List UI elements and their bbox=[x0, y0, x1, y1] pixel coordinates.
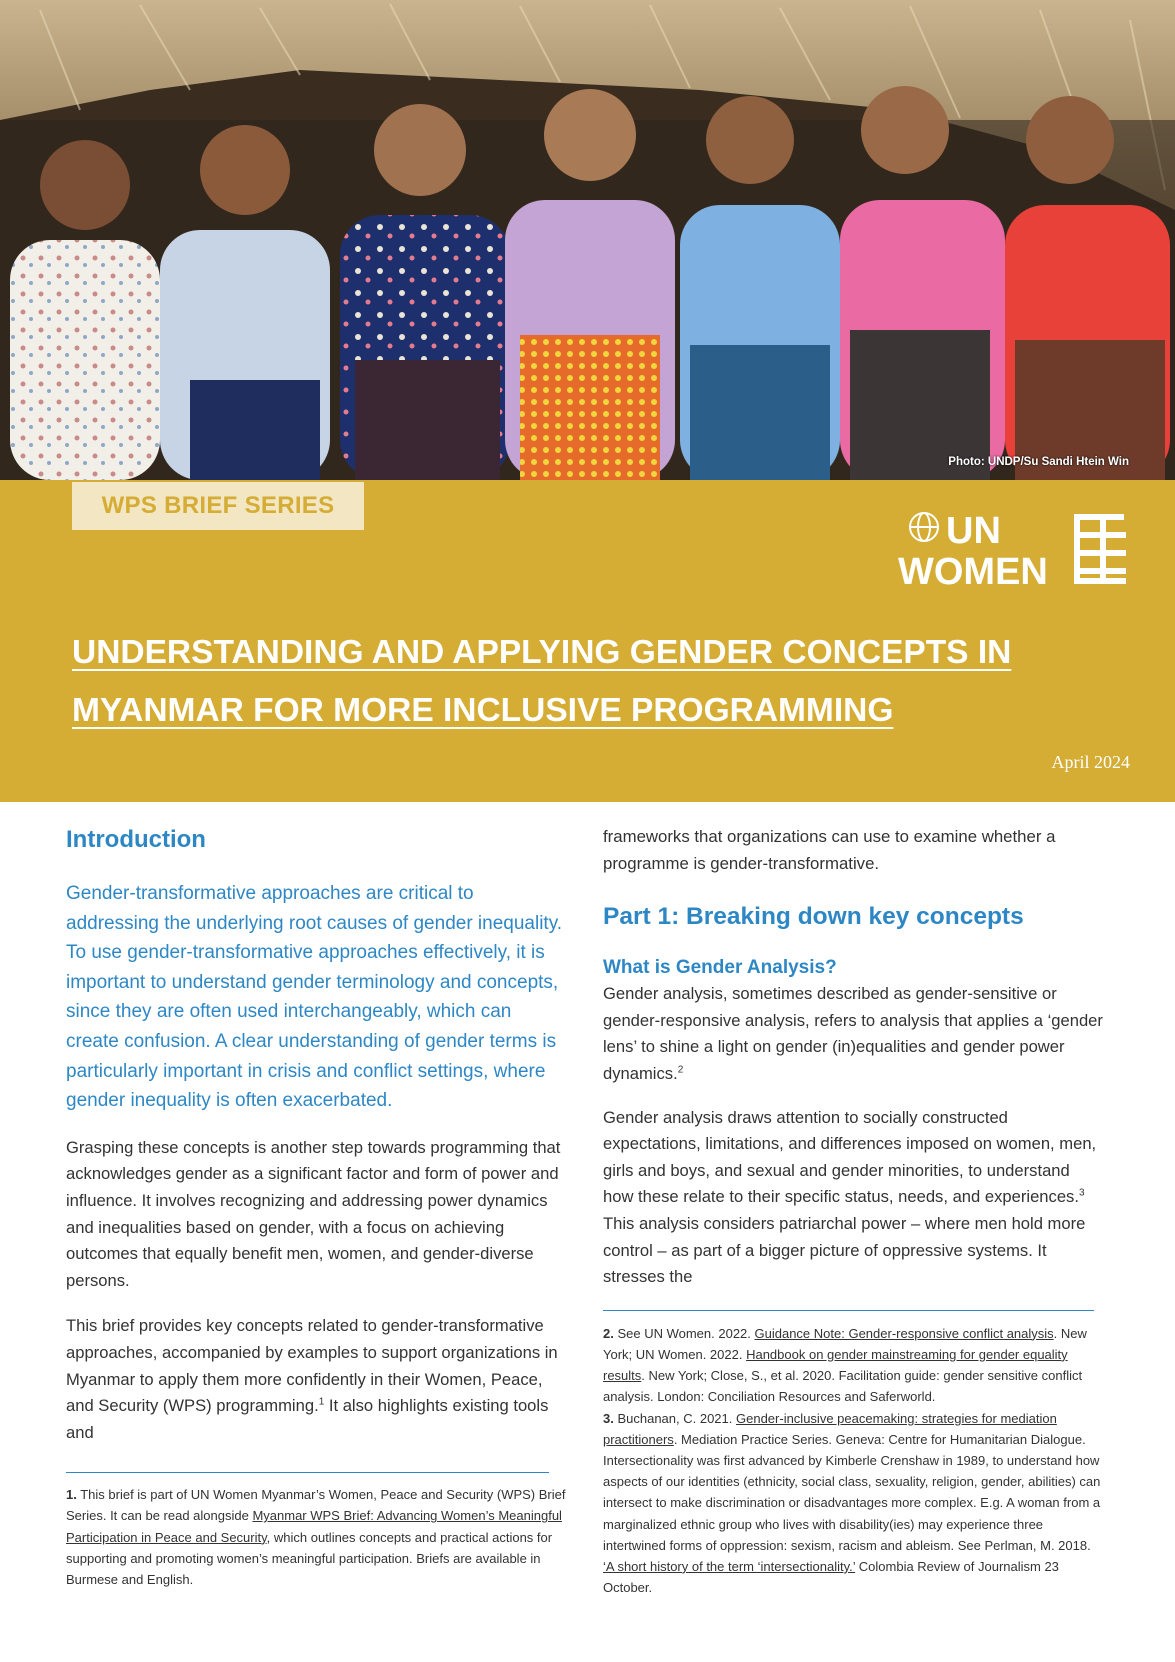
footnote-3-number: 3. bbox=[603, 1410, 614, 1426]
gender-analysis-heading: What is Gender Analysis? bbox=[603, 957, 837, 979]
footnote-1-text: This brief is part of UN Women Myanmar’s Women, Peace and Security (WPS) Brief Series. It can be read alongside bbox=[66, 1487, 566, 1524]
gender-analysis-paragraph-1 bbox=[603, 981, 1103, 1087]
footnote-ref-3[interactable]: 3 bbox=[1078, 1187, 1085, 1199]
un-women-logo bbox=[898, 510, 1138, 590]
footnote-2-tail: . New York; Close, S., et al. 2020. Facilitation guide: gender sensitive conflict analysis. London: Conciliation Resources and Saferworld. bbox=[603, 1368, 1083, 1405]
title-band bbox=[0, 480, 1175, 802]
footnote-1-tail: , which outlines concepts and practical actions for supporting and promoting women’s meaningful participation. Briefs are available in Burmese and English. bbox=[66, 1529, 553, 1588]
footnote-1-number: 1. bbox=[66, 1487, 77, 1503]
footnote-2-link-2[interactable]: Handbook on gender mainstreaming for gender equality results bbox=[603, 1346, 1068, 1384]
series-tag: WPS BRIEF SERIES bbox=[72, 482, 364, 530]
introduction-paragraph-2-tail: It also highlights existing tools and bbox=[66, 1396, 549, 1442]
footnote-3-mid: . Mediation Practice Series. Geneva: Centre for Humanitarian Dialogue. Intersectionality was first advanced by Kimberle Crenshaw in 1989, to understand how aspects of our identities (ethnicity, social class, sexuality, religion, gender, abilities) can intersect to make discrimination or disadvantages more complex. E.g. A woman from a marginalized ethnic group who lives with disability(ies) may experience three intertwined forms of oppression: sexism, racism and ableism. See Perlman, M. 2018. bbox=[603, 1431, 1101, 1553]
footnote-3 bbox=[603, 1408, 1103, 1599]
gender-analysis-paragraph-1-text: Gender analysis, sometimes described as gender-sensitive or gender-responsive analysis, refers to analysis that applies a ‘gender lens’ to shine a light on gender (in)equalities and gender power dynamics. bbox=[603, 984, 1103, 1083]
footnote-2-link-1[interactable]: Guidance Note: Gender-responsive conflict analysis bbox=[754, 1325, 1054, 1341]
gender-analysis-paragraph-2-tail: This analysis considers patriarchal power – where men hold more control – as part of a bigger picture of oppressive systems. It stresses the bbox=[603, 1213, 1086, 1287]
footnote-1-link[interactable]: Myanmar WPS Brief: Advancing Women’s Meaningful Participation in Peace and Security bbox=[66, 1508, 562, 1545]
part-1-heading: Part 1: Breaking down key concepts bbox=[603, 903, 1024, 931]
footnote-3-text: Buchanan, C. 2021. bbox=[613, 1410, 736, 1426]
footnote-divider bbox=[66, 1472, 549, 1473]
logo-text-un: UN bbox=[946, 510, 1001, 552]
logo-text-women: WOMEN bbox=[898, 551, 1048, 590]
footnote-2 bbox=[603, 1323, 1103, 1408]
cover-photo-illustration bbox=[0, 0, 1175, 480]
introduction-heading: Introduction bbox=[66, 826, 206, 853]
footnote-2-mid: . New York; UN Women. 2022. bbox=[603, 1325, 1087, 1362]
un-women-emblem bbox=[1074, 514, 1126, 584]
introduction-lead: Gender-transformative approaches are critical to addressing the underlying root causes of gender inequality. To use gender-transformative approaches effectively, it is important to understand gender terminology and concepts, since they are often used interchangeably, which can create confusion. A clear understanding of gender terms is particularly important in crisis and conflict settings, where gender inequality is often exacerbated. bbox=[66, 883, 563, 1112]
footnote-1 bbox=[66, 1484, 566, 1590]
footnote-3-tail: Colombia Review of Journalism 23 October. bbox=[603, 1558, 1059, 1596]
footnote-3-link-1[interactable]: Gender-inclusive peacemaking: strategies for mediation practitioners bbox=[603, 1410, 1057, 1447]
continued-paragraph: frameworks that organizations can use to examine whether a programme is gender-transformative. bbox=[603, 827, 1056, 873]
footnote-2-number: 2. bbox=[603, 1325, 614, 1341]
right-column bbox=[603, 824, 1103, 1598]
brief-title-line-1: UNDERSTANDING AND APPLYING GENDER CONCEPTS IN bbox=[72, 634, 1012, 671]
photo-credit: Photo: UNDP/Su Sandi Htein Win bbox=[948, 456, 1129, 468]
gender-analysis-paragraph-2-text: Gender analysis draws attention to socially constructed expectations, limitations, and differences imposed on women, men, girls and boys, and sexual and gender minorities, to understand how these relate to their specific status, needs, and experiences. bbox=[603, 1107, 1097, 1207]
introduction-paragraph-2-text: This brief provides key concepts related to gender-transformative approaches, accompanied by examples to support organizations in Myanmar to apply them more confidently in their Women, Peace, and Security (WPS) programming. bbox=[66, 1316, 558, 1416]
footnote-divider-right bbox=[603, 1310, 1094, 1311]
gender-analysis-paragraph-2 bbox=[603, 1105, 1103, 1291]
publication-date: April 2024 bbox=[1051, 752, 1130, 772]
footnote-2-text: See UN Women. 2022. bbox=[613, 1325, 755, 1341]
introduction-paragraph-2 bbox=[66, 1313, 566, 1446]
introduction-paragraph-1: Grasping these concepts is another step towards programming that acknowledges gender as a significant factor and form of power and influence. It involves recognizing and addressing power dynamics and inequalities based on gender, with a focus on achieving outcomes that equally benefit men, women, and gender-diverse persons. bbox=[66, 1137, 561, 1290]
brief-title-line-2: MYANMAR FOR MORE INCLUSIVE PROGRAMMING bbox=[72, 692, 894, 729]
footnote-ref-2[interactable]: 2 bbox=[677, 1064, 684, 1076]
left-column bbox=[66, 826, 566, 1590]
brief-title bbox=[72, 624, 1092, 740]
footnote-ref-1[interactable]: 1 bbox=[318, 1396, 325, 1408]
cover-photo bbox=[0, 0, 1175, 480]
footnote-3-link-2[interactable]: ‘A short history of the term ‘intersectionality.’ bbox=[603, 1558, 856, 1574]
